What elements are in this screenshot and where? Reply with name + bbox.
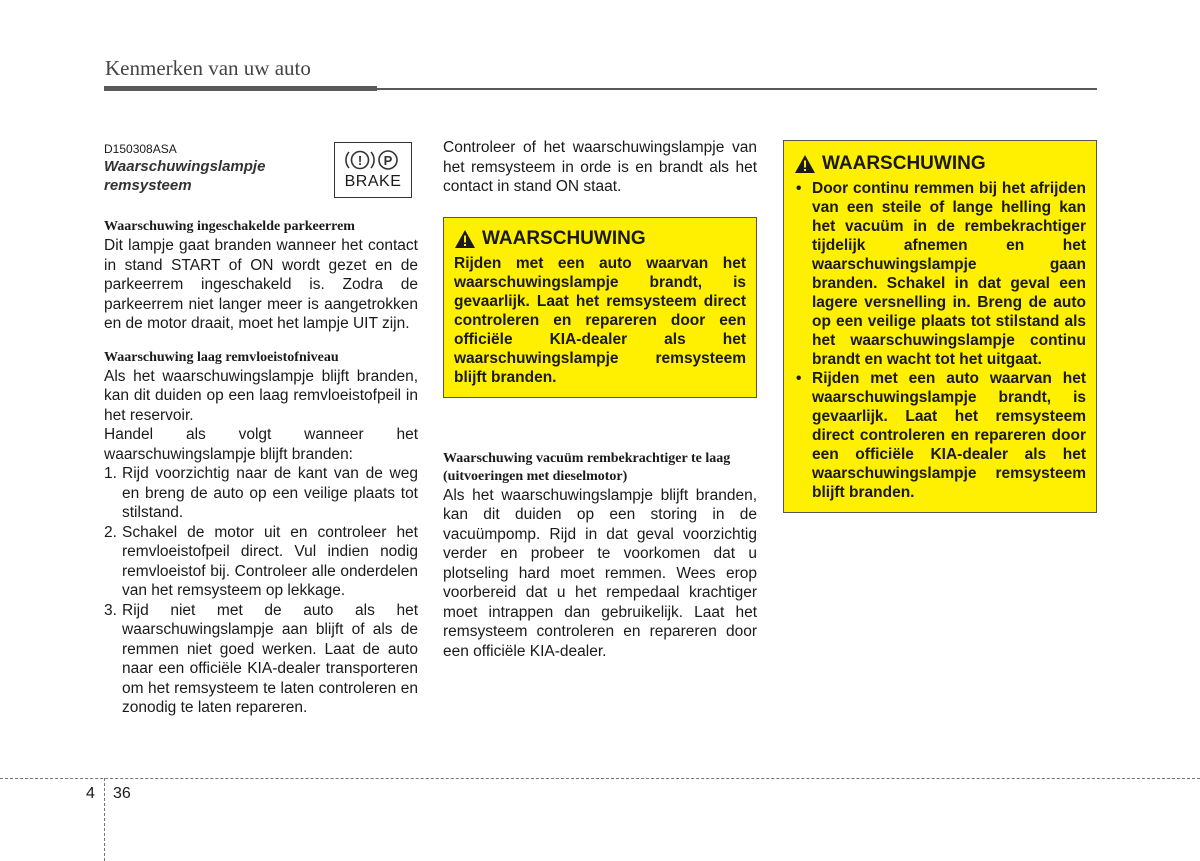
step-text: Rijd voorzichtig naar de kant van de weg en breng de auto op een veilige plaats tot stilstand. [122, 465, 418, 521]
brake-icon-label: BRAKE [344, 173, 402, 190]
svg-text:!: ! [357, 153, 363, 168]
paragraph-brake-fluid: Als het waarschuwingslampje blijft branden, kan dit duiden op een laag remvloeistofpeil in het reservoir. [104, 367, 418, 424]
list-item [104, 601, 418, 718]
right-column [783, 140, 1097, 513]
step-text: Schakel de motor uit en controleer het remvloeistofpeil direct. Vul indien nodig remvloeistof bij. Controleer alle onderdelen van het remsysteem op lekkage. [122, 523, 418, 599]
page-number: 36 [113, 785, 131, 802]
subheading-vacuum: Waarschuwing vacuüm rembekrachtiger te laag (uitvoeringen met dieselmotor) [443, 450, 731, 484]
step-number: 3. [104, 601, 117, 619]
subheading-parking-brake: Waarschuwing ingeschakelde parkeerrem [104, 219, 355, 234]
step-number: 2. [104, 523, 117, 541]
bullet-icon: • [796, 370, 802, 387]
warning-list [794, 179, 1086, 502]
list-item [794, 179, 1086, 369]
warning-box-right [783, 140, 1097, 513]
warning-triangle-icon [794, 154, 816, 174]
steps-list [104, 464, 418, 718]
page-header-title: Kenmerken van uw auto [105, 56, 311, 80]
header-rule-thin [377, 88, 1097, 90]
paragraph-vacuum: Als het waarschuwingslampje blijft branden, kan dit duiden op een storing in de vacuümpomp. Rijd in dat geval voorzichtig verder en probeer te voorkomen dat u plotseling hard moet remmen. Wees erop voorbereid dat u het rempedaal krachtiger moet intrappen dan gebruikelijk. Laat het remsysteem controleren en repareren door een officiële KIA-dealer. [443, 486, 757, 660]
brake-warning-icon [334, 142, 412, 198]
footer-dashed-divider [104, 778, 105, 861]
chapter-number: 4 [86, 785, 95, 802]
step-text: Rijd niet met de auto als het waarschuwingslampje aan blijft of als de remmen niet goed werken. Laat de auto naar een officiële KIA-dealer transporteren om het remsysteem te laten controleren en zonodig te laten repareren. [122, 601, 418, 716]
section-title-line2: remsysteem [104, 177, 192, 194]
warning-item-text: Door continu remmen bij het afrijden van een steile of lange helling kan het vacuüm in de rembekrachtiger tijdelijk afnemen en het waarschuwingslampje gaan branden. Schakel in dat geval een lagere versnelling in. Breng de auto op een veilige plaats tot stilstand als het waarschuwingslampje continu brandt en wacht tot het uitgaat. [812, 180, 1086, 368]
warning-header [794, 153, 1086, 175]
step-number: 1. [104, 465, 117, 482]
section-code: D150308ASA [104, 142, 177, 156]
warning-item-text: Rijden met een auto waarvan het waarschuwingslampje brandt, is gevaarlijk. Laat het remsysteem direct controleren en repareren door een officiële KIA-dealer als het waarschuwingslampje remsysteem blijft branden. [812, 370, 1086, 501]
list-item [104, 523, 418, 601]
warning-title: WAARSCHUWING [482, 227, 646, 249]
subheading-brake-fluid: Waarschuwing laag remvloeistofniveau [104, 349, 339, 365]
middle-column [443, 138, 757, 661]
svg-text:P: P [383, 153, 393, 168]
warning-title: WAARSCHUWING [822, 153, 986, 174]
paragraph-parking-brake: Dit lampje gaat branden wanneer het contact in stand START of ON wordt gezet en de parkeerrem ingeschakeld is. Zodra de parkeerrem niet langer meer is aangetrokken en de motor draait, moet het lampje UIT zijn. [104, 237, 418, 332]
left-column [104, 140, 418, 718]
warning-triangle-icon [454, 229, 476, 249]
list-item [104, 464, 418, 523]
section-title-line1: Waarschuwingslampje [104, 158, 266, 175]
paragraph-check-lamp: Controleer of het waarschuwingslampje van het remsysteem in orde is en brandt als het contact in stand ON staat. [443, 139, 757, 195]
warning-header [454, 228, 746, 250]
warning-text: Rijden met een auto waarvan het waarschuwingslampje brandt, is gevaarlijk. Laat het remsysteem direct controleren en repareren door een officiële KIA-dealer als het waarschuwingslampje remsysteem blijft branden. [454, 254, 746, 386]
warning-box-middle [443, 217, 757, 398]
list-item [794, 369, 1086, 502]
section-title-block [104, 142, 418, 200]
footer-dashed-rule [0, 778, 1200, 779]
bullet-icon: • [796, 180, 802, 197]
header-rule-thick [104, 86, 377, 91]
paragraph-instructions: Handel als volgt wanneer het waarschuwingslampje blijft branden: [104, 426, 418, 463]
